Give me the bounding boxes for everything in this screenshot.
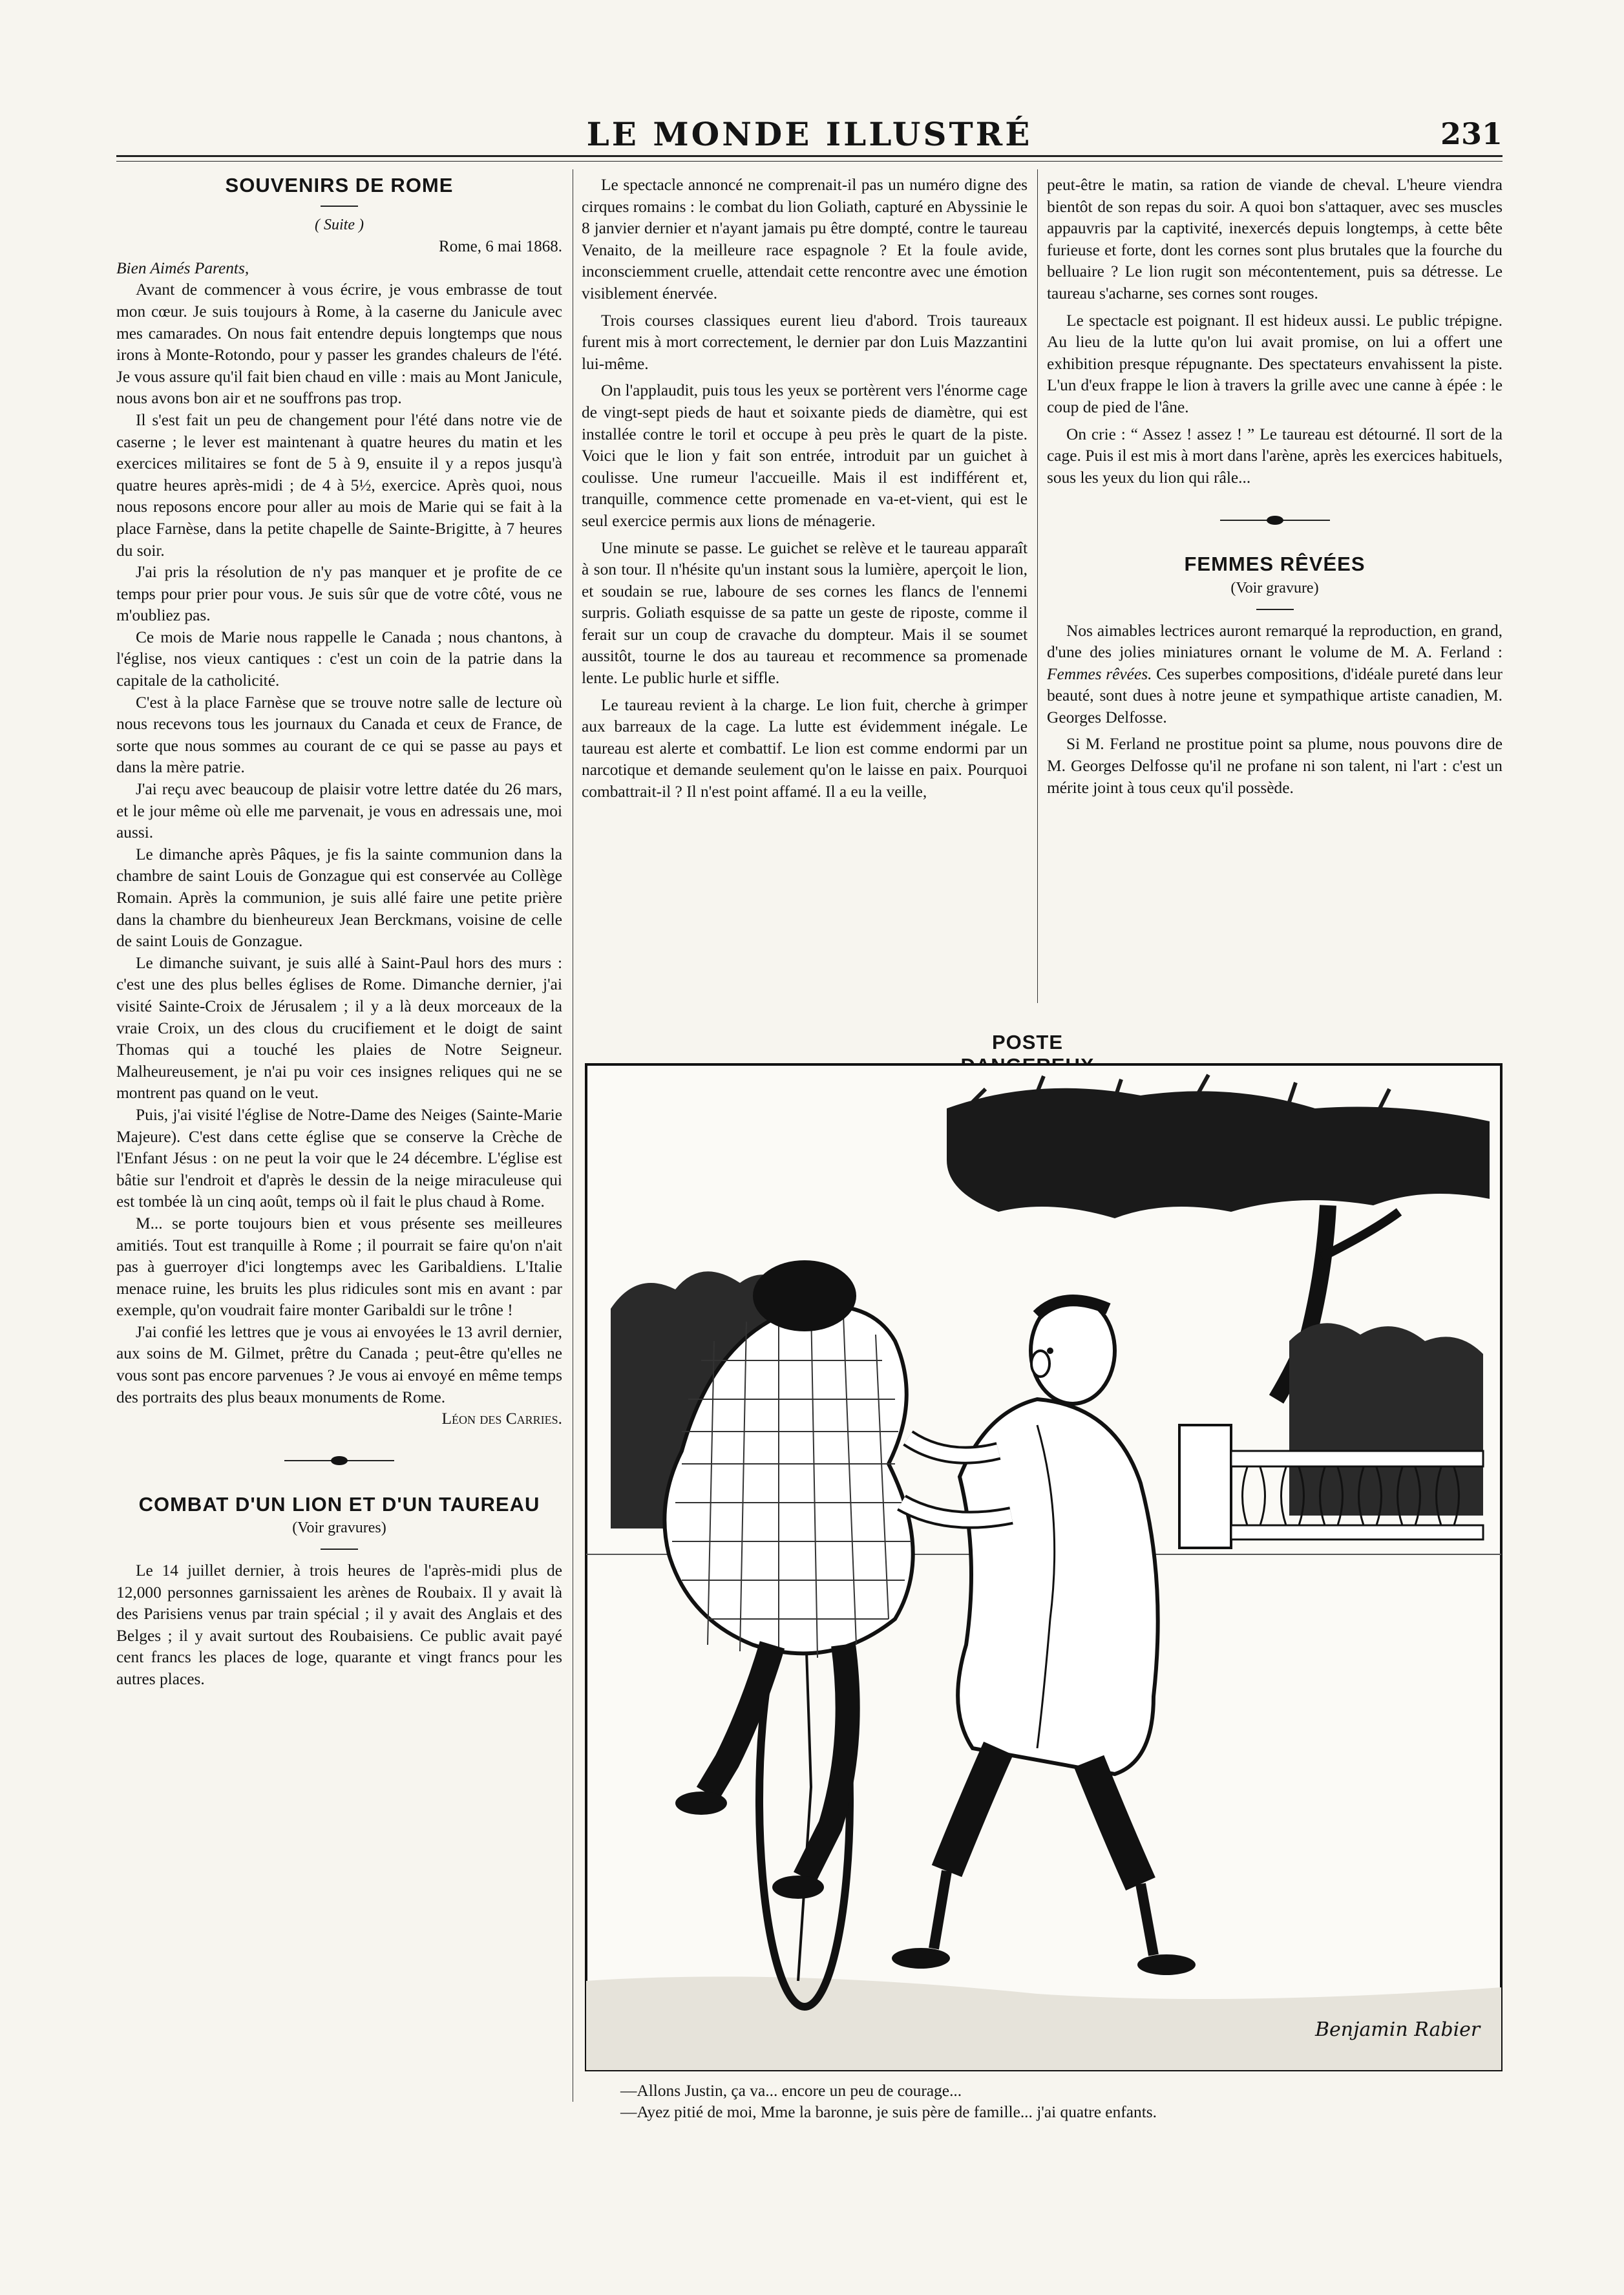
souvenirs-paragraph: Avant de commencer à vous écrire, je vous embrasse de tout mon cœur. Je suis toujours à Rome, à la caserne du Janicule avec mes camarades. On nous fait entendre depuis longtemps que nous irons à Monte-Rotondo, pour y passer les grandes chaleurs de l'été. Je vous assure qu'il fait bien chaud en ville : mais au Mont Janicule, nous avons bon air et ne souffrons pas trop.: [116, 280, 562, 408]
souvenirs-paragraph: Le dimanche suivant, je suis allé à Saint-Paul hors des murs : c'est une des plus belles églises de Rome. Dimanche dernier, j'ai visité Sainte-Croix de Jérusalem ; il y a là deux morceaux de la vraie Croix, un des clous du crucifiement et le doigt de saint Thomas qui a touché les plaies de Notre Seigneur. Malheureusement, je n'ai pu voir ces insignes reliques qui ne se montrent pas quand on le veut.: [116, 953, 562, 1103]
cartoon-drawing: [585, 1063, 1503, 2071]
souvenirs-suite: ( Suite ): [315, 216, 364, 233]
masthead-rule-thin: [116, 161, 1503, 162]
heading-rule: [1256, 609, 1294, 610]
combat-paragraph: Une minute se passe. Le guichet se relève et le taureau apparaît à son tour. Il n'hésite qu'un instant sous la lumière, aperçoit le lion, et soudain se rue, laboure de ses cornes les flancs de l'ennemi surpris. Goliath esquisse de sa patte un geste de riposte, comme il ferait sur un coup de cravache du dompteur. Mais il se soumet aussitôt, tourne le dos au taureau et recommence sa promenade lente. Le public hurle et siffle.: [582, 538, 1028, 688]
column-3: [1047, 175, 1503, 1015]
column-divider: [1037, 169, 1038, 1003]
combat-paragraph: On l'applaudit, puis tous les yeux se portèrent vers l'énorme cage de vingt-sept pieds de haut et soixante pieds de diamètre, qui est installée contre le toril et occupe à peu près le quart de la piste. Voici que le lion y fait son entrée, introduit par un guichet à coulisse. Une rumeur l'accueille. Mais il est indifférent et, tranquille, commence cette promenade en va-et-vient, qui est le seul exercice permis aux lions de ménagerie.: [582, 381, 1028, 530]
combat-paragraph: peut-être le matin, sa ration de viande de cheval. L'heure viendra bientôt de son repas du soir. A quoi bon s'attaquer, avec ses muscles appauvris par la captivité, inexercés depuis longtemps, à cette bête furieuse et forte, dont les cornes sont plus brutales que la fourche du belluaire ? Le lion rugit son mécontentement, puis sa détresse. Le taureau s'acharne, ses cornes sont rouges.: [1047, 176, 1503, 302]
souvenirs-paragraph: C'est à la place Farnèse que se trouve notre salle de lecture où nous recevons tous les journaux du Canada et ceux de France, de sorte que nous sommes au courant de ce qui se passe au pays et dans la mère patrie.: [116, 693, 562, 777]
heading-rule: [321, 1549, 358, 1550]
souvenirs-paragraph: Puis, j'ai visité l'église de Notre-Dame des Neiges (Sainte-Marie Majeure). C'est dans cette église que se conserve la Crèche de l'Enfant Jésus : on ne peut la voir que le 24 décembre. L'église est bâtie sur l'endroit et d'après le dessin de la neige miraculeuse qui est tombée là un cinq août, temps où il fait le plus chaud à Rome.: [116, 1105, 562, 1211]
souvenirs-paragraph: J'ai confié les lettres que je vous ai envoyées le 13 avril dernier, aux soins de M. Gilmet, prêtre du Canada ; peut-être qu'elles ne vous sont pas encore parvenues ? Je vous ai envoyé en même temps des portraits des plus beaux monuments de Rome.: [116, 1322, 562, 1406]
souvenirs-paragraph: Il s'est fait un peu de changement pour l'été dans notre vie de caserne ; le lever est maintenant à quatre heures du matin et les exercices militaires se font de 5 à 9, ensuite il y a repos jusqu'à quatre heures après-midi ; de 4 à 5½, exercice. Après quoi, nous nous reposons encore pour aller au mois de Marie qui se fait à la place Farnèse, dans la petite chapelle de Sainte-Brigitte, à 7 heures du soir.: [116, 410, 562, 560]
femmes-paragraph: [1047, 620, 1503, 729]
section-ornament: [284, 1456, 394, 1465]
cartoon-illustration: [585, 1063, 1503, 2071]
femmes-text: Ces superbes compositions, d'idéale pureté dans leur beauté, sont dues à notre jeune et sympathique artiste canadien, M. Georges Delfosse.: [1047, 664, 1503, 726]
combat-subheading: (Voir gravures): [292, 1519, 386, 1537]
column-2: [582, 175, 1028, 1015]
femmes-subheading: (Voir gravure): [1230, 579, 1319, 597]
femmes-heading: FEMMES RÊVÉES: [1184, 553, 1366, 576]
combat-paragraph: Le spectacle annoncé ne comprenait-il pas un numéro digne des cirques romains : le combat du lion Goliath, capturé en Abyssinie le 8 janvier dernier et n'ayant jamais pu être dompté, contre le taureau Venaito, de la meilleure race espagnole ? Et la foule avide, inconsciemment cruelle, attendait cette rencontre avec une émotion visiblement énervée.: [582, 176, 1028, 302]
newspaper-title: LE MONDE ILLUSTRÉ: [586, 115, 1033, 153]
combat-paragraph: On crie : “ Assez ! assez ! ” Le taureau est détourné. Il sort de la cage. Puis il est mis à mort dans l'arène, après les exercices habituels, sous les yeux du lion qui râle...: [1047, 425, 1503, 487]
combat-paragraph: Le taureau revient à la charge. Le lion fuit, cherche à grimper aux barreaux de la cage. La lutte est évidemment inégale. Le taureau est alerte et combattif. Le lion est comme endormi par un narcotique et demande seulement qu'on le laisse en paix. Pourquoi combattrait-il ? Il n'est point affamé. Il a eu la veille,: [582, 695, 1028, 801]
souvenirs-paragraph: Ce mois de Marie nous rappelle le Canada ; nous chantons, à l'église, nos vieux cantiques : c'est un coin de la patrie dans la capitale de la catholicité.: [116, 628, 562, 690]
souvenirs-dateline: Rome, 6 mai 1868.: [439, 238, 562, 256]
femmes-text: Nos aimables lectrices auront remarqué la reproduction, en grand, d'une des jolies miniatures ornant le volume de M. A. Ferland :: [1047, 621, 1503, 662]
souvenirs-heading: SOUVENIRS DE ROME: [225, 175, 454, 196]
cartoon-caption: [620, 2080, 1499, 2123]
souvenirs-signature: Léon des Carries.: [441, 1410, 562, 1428]
masthead: [116, 115, 1503, 154]
section-ornament: [1220, 516, 1330, 525]
heading-rule: [321, 206, 358, 207]
combat-heading: COMBAT D'UN LION ET D'UN TAUREAU: [138, 1492, 540, 1516]
souvenirs-salutation: Bien Aimés Parents,: [116, 259, 249, 277]
souvenirs-paragraph: J'ai reçu avec beaucoup de plaisir votre lettre datée du 26 mars, et le jour même où elle me parvenait, je vous en adressais une, moi aussi.: [116, 780, 562, 842]
combat-paragraph: Trois courses classiques eurent lieu d'abord. Trois taureaux furent mis à mort correctement, le dernier par don Luis Mazzantini lui-même.: [582, 311, 1028, 373]
caption-line: —Ayez pitié de moi, Mme la baronne, je suis père de famille... j'ai quatre enfants.: [620, 2103, 1157, 2121]
artist-signature: Benjamin Rabier: [1315, 2018, 1481, 2041]
souvenirs-paragraph: J'ai pris la résolution de n'y pas manquer et je profite de ce temps pour prier pour vous. Je suis sûr que de votre côté, vous ne m'oubliez pas.: [116, 563, 562, 625]
combat-paragraph: Le 14 juillet dernier, à trois heures de l'après-midi plus de 12,000 personnes garnissaient les arènes de Roubaix. Il y avait là des Parisiens venus par train spécial ; il y avait des Anglais et des Belges ; il y avait surtout des Roubaisiens. Ce public avait payé cent francs les places de loge, quarante et vingt francs pour les autres places.: [116, 1561, 562, 1688]
caption-line: —Allons Justin, ça va... encore un peu de courage...: [620, 2082, 962, 2100]
souvenirs-paragraph: Le dimanche après Pâques, je fis la sainte communion dans la chambre de saint Louis de Gonzague qui est conservée au Collège Romain. Après la communion, je suis allé faire une petite prière dans la chambre du bienheureux Jean Berckmans, voisine de celle de saint Louis de Gonzague.: [116, 845, 562, 951]
combat-paragraph: Le spectacle est poignant. Il est hideux aussi. Le public trépigne. Au lieu de la lutte qu'on lui avait promise, on lui a offert une exhibition presque répugnante. Des spectateurs envahissent la piste. L'un d'eux frappe le lion à travers la grille avec une canne à épée : le coup de pied de l'âne.: [1047, 311, 1503, 416]
masthead-rule: [116, 155, 1503, 157]
souvenirs-paragraph: M... se porte toujours bien et vous présente ses meilleures amitiés. Tout est tranquille à Rome ; il pourrait se faire qu'on n'ait pas à guerroyer d'ici longtemps avec les Garibaldiens. L'Italie menace ruine, les bruits les plus ridicules sont mis en avant : par exemple, qu'on voudrait faire monter Garibaldi sur le trône !: [116, 1214, 562, 1320]
poste-heading: POSTE: [991, 1031, 1064, 1053]
page-number: 231: [1440, 116, 1503, 151]
femmes-paragraph: Si M. Ferland ne prostitue point sa plume, nous pouvons dire de M. Georges Delfosse qu'il ne profane ni son talent, ni l'art : c'est un mérite joint à tous ceux qu'il possède.: [1047, 735, 1503, 797]
book-title: Femmes rêvées.: [1047, 664, 1152, 683]
column-1: [116, 175, 562, 2126]
